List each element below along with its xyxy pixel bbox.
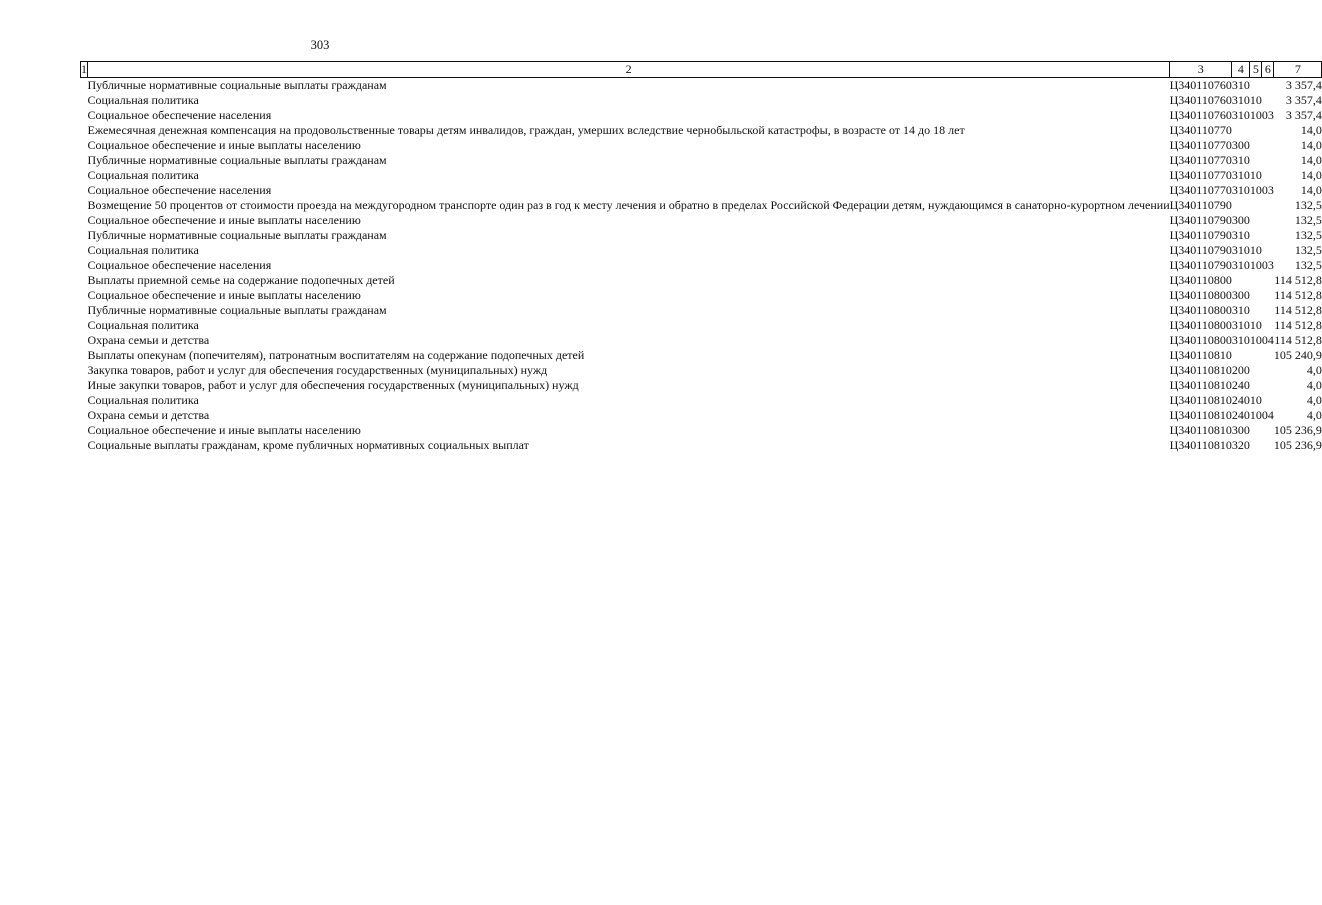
- row-col-5: [1250, 123, 1262, 138]
- row-amount: 14,0: [1300, 153, 1322, 167]
- row-col-6: [1262, 273, 1274, 288]
- row-col-6: [1262, 288, 1274, 303]
- row-amount: 4,0: [1306, 393, 1322, 407]
- row-code: Ц340110770: [1169, 168, 1232, 182]
- row-code: Ц340110790: [1169, 198, 1232, 212]
- row-code: Ц340110810: [1169, 423, 1232, 437]
- row-number-cell: [81, 138, 88, 153]
- table-row: [81, 183, 1322, 198]
- row-number-cell: [81, 288, 88, 303]
- row-col-4: 320: [1231, 438, 1250, 452]
- row-amount: 114 512,8: [1274, 318, 1322, 332]
- row-code: Ц340110800: [1169, 303, 1232, 317]
- row-name: Социальное обеспечение и иные выплаты населению: [87, 423, 361, 437]
- row-code: Ц340110810: [1169, 348, 1232, 362]
- table-row: [81, 78, 1322, 94]
- table-row: [81, 273, 1322, 288]
- row-amount: 4,0: [1306, 408, 1322, 422]
- row-col-5: 10: [1249, 168, 1262, 182]
- row-number-cell: [81, 243, 88, 258]
- table-row: [81, 288, 1322, 303]
- row-name: Выплаты опекунам (попечителям), патронатным воспитателям на содержание подопечных детей: [87, 348, 585, 362]
- row-code: Ц340110810: [1169, 378, 1232, 392]
- row-number-cell: [81, 78, 88, 94]
- row-number-cell: [81, 213, 88, 228]
- row-number-cell: [81, 183, 88, 198]
- row-name: Публичные нормативные социальные выплаты гражданам: [87, 153, 387, 167]
- row-col-5: [1250, 138, 1262, 153]
- row-code: Ц340110790: [1169, 228, 1232, 242]
- table-row: [81, 378, 1322, 393]
- table-body: [81, 78, 1322, 454]
- row-col-4: [1232, 198, 1250, 213]
- row-code: Ц340110800: [1169, 273, 1232, 287]
- row-amount: 14,0: [1300, 183, 1322, 197]
- row-name: Охрана семьи и детства: [87, 333, 210, 347]
- row-code: Ц340110810: [1169, 438, 1232, 452]
- row-number-cell: [81, 423, 88, 438]
- table-row: [81, 438, 1322, 453]
- row-number-cell: [81, 318, 88, 333]
- table-row: [81, 228, 1322, 243]
- row-name: Социальные выплаты гражданам, кроме публичных нормативных социальных выплат: [87, 438, 529, 452]
- header-col-2: 2: [88, 62, 1170, 78]
- header-col-1: 1: [81, 62, 87, 76]
- row-number-cell: [81, 108, 88, 123]
- row-col-4: 310: [1231, 318, 1250, 332]
- row-col-4: 310: [1231, 153, 1250, 167]
- row-col-6: [1262, 348, 1274, 363]
- row-amount: 14,0: [1300, 138, 1322, 152]
- row-amount: 3 357,4: [1285, 108, 1322, 122]
- row-col-5: 10: [1249, 333, 1262, 347]
- row-amount: 14,0: [1300, 123, 1322, 137]
- row-col-5: [1250, 363, 1262, 378]
- row-number-cell: [81, 93, 88, 108]
- row-number-cell: [81, 303, 88, 318]
- row-code: Ц340110760: [1169, 78, 1232, 92]
- header-col-6: 6: [1262, 62, 1274, 78]
- table-row: [81, 408, 1322, 423]
- row-amount: 105 236,9: [1273, 423, 1322, 437]
- row-name: Социальная политика: [87, 168, 199, 182]
- row-number-cell: [81, 153, 88, 168]
- row-number-cell: [81, 408, 88, 423]
- row-number-cell: [81, 123, 88, 138]
- row-code: Ц340110800: [1169, 318, 1232, 332]
- row-col-4: 240: [1231, 408, 1250, 422]
- row-amount: 114 512,8: [1274, 273, 1322, 287]
- row-code: Ц340110810: [1169, 393, 1232, 407]
- table-row: [81, 333, 1322, 348]
- row-code: Ц340110810: [1169, 408, 1232, 422]
- table-row: [81, 123, 1322, 138]
- table-row: [81, 93, 1322, 108]
- budget-table: [80, 61, 1322, 453]
- row-col-5: [1250, 198, 1262, 213]
- row-col-6: [1262, 318, 1274, 333]
- row-col-6: [1262, 138, 1274, 153]
- table-row: [81, 138, 1322, 153]
- row-name: Социальное обеспечение и иные выплаты населению: [87, 288, 361, 302]
- row-code: Ц340110770: [1169, 138, 1232, 152]
- table-row: [81, 213, 1322, 228]
- row-name: Охрана семьи и детства: [87, 408, 210, 422]
- row-name: Публичные нормативные социальные выплаты гражданам: [87, 228, 387, 242]
- row-col-6: [1262, 393, 1274, 408]
- row-col-4: 310: [1231, 243, 1250, 257]
- row-col-4: 310: [1231, 108, 1250, 122]
- row-col-6: [1262, 93, 1274, 108]
- row-col-6: 03: [1261, 183, 1274, 197]
- row-amount: 132,5: [1294, 243, 1322, 257]
- row-col-4: 310: [1231, 93, 1250, 107]
- row-col-6: [1262, 423, 1274, 438]
- row-code: Ц340110800: [1169, 288, 1232, 302]
- row-number-cell: [81, 198, 88, 213]
- row-col-5: 10: [1249, 108, 1262, 122]
- row-col-6: [1262, 303, 1274, 318]
- row-col-5: 10: [1249, 243, 1262, 257]
- row-name: Социальная политика: [87, 93, 199, 107]
- row-col-4: 310: [1231, 183, 1250, 197]
- table-row: [81, 303, 1322, 318]
- row-col-6: [1262, 198, 1274, 213]
- table-row: [81, 108, 1322, 123]
- row-col-5: [1250, 153, 1262, 168]
- header-col-5: 5: [1250, 62, 1262, 78]
- row-col-5: [1250, 78, 1262, 94]
- row-name: Публичные нормативные социальные выплаты гражданам: [87, 303, 387, 317]
- row-col-5: [1250, 288, 1262, 303]
- row-code: Ц340110790: [1169, 243, 1232, 257]
- row-code: Ц340110810: [1169, 363, 1232, 377]
- row-col-4: [1232, 123, 1250, 138]
- row-col-5: [1250, 303, 1262, 318]
- row-amount: 132,5: [1294, 228, 1322, 242]
- row-number-cell: [81, 438, 88, 453]
- row-amount: 14,0: [1300, 168, 1322, 182]
- row-col-6: [1262, 438, 1274, 453]
- row-col-4: 300: [1231, 288, 1250, 302]
- row-col-4: 300: [1231, 138, 1250, 152]
- row-name: Социальное обеспечение населения: [87, 183, 272, 197]
- table-row: [81, 198, 1322, 213]
- header-row: [81, 62, 1322, 78]
- row-name: Социальная политика: [87, 393, 199, 407]
- row-code: Ц340110790: [1169, 258, 1232, 272]
- row-col-6: 04: [1261, 333, 1274, 347]
- table-row: [81, 363, 1322, 378]
- row-col-5: 10: [1249, 183, 1262, 197]
- row-number-cell: [81, 333, 88, 348]
- row-col-4: 300: [1231, 423, 1250, 437]
- row-col-4: 310: [1231, 333, 1250, 347]
- table-row: [81, 348, 1322, 363]
- row-code: Ц340110770: [1169, 153, 1232, 167]
- row-number-cell: [81, 258, 88, 273]
- row-col-5: 10: [1249, 318, 1262, 332]
- row-code: Ц340110800: [1169, 333, 1232, 347]
- row-number-cell: [81, 168, 88, 183]
- row-amount: 105 236,9: [1273, 438, 1322, 452]
- row-code: Ц340110790: [1169, 213, 1232, 227]
- row-amount: 114 512,8: [1274, 303, 1322, 317]
- row-col-6: [1262, 153, 1274, 168]
- row-number-cell: [81, 363, 88, 378]
- row-col-6: 03: [1261, 108, 1274, 122]
- row-name: Социальное обеспечение и иные выплаты населению: [87, 138, 361, 152]
- row-col-6: [1262, 228, 1274, 243]
- row-amount: 132,5: [1294, 213, 1322, 227]
- row-amount: 114 512,8: [1274, 288, 1322, 302]
- row-col-5: [1250, 213, 1262, 228]
- row-col-5: [1250, 423, 1262, 438]
- row-name: Социальное обеспечение населения: [87, 258, 272, 272]
- row-col-4: 310: [1231, 303, 1250, 317]
- row-amount: 105 240,9: [1273, 348, 1322, 362]
- row-col-6: [1262, 378, 1274, 393]
- row-name: Возмещение 50 процентов от стоимости проезда на междугородном транспорте один раз в год к месту лечения и обратно в пределах Российской Федерации детям, нуждающимся в санаторно-курортном лечении: [87, 198, 1170, 212]
- row-number-cell: [81, 393, 88, 408]
- row-amount: 132,5: [1294, 258, 1322, 272]
- header-col-4: 4: [1232, 62, 1250, 78]
- row-col-4: 310: [1231, 228, 1250, 242]
- table-row: [81, 153, 1322, 168]
- row-col-5: 10: [1249, 408, 1262, 422]
- row-name: Социальная политика: [87, 243, 199, 257]
- row-name: Ежемесячная денежная компенсация на продовольственные товары детям инвалидов, граждан, умерших вследствие чернобыльской катастрофы, в возрасте от 14 до 18 лет: [87, 123, 965, 137]
- row-amount: 3 357,4: [1285, 78, 1322, 92]
- table-row: [81, 258, 1322, 273]
- row-code: Ц340110770: [1169, 123, 1232, 137]
- row-col-4: 200: [1231, 363, 1250, 377]
- row-name: Иные закупки товаров, работ и услуг для обеспечения государственных (муниципальных) нужд: [87, 378, 579, 392]
- table-row: [81, 243, 1322, 258]
- row-col-5: [1250, 273, 1262, 288]
- row-code: Ц340110760: [1169, 93, 1232, 107]
- row-col-4: 240: [1231, 378, 1250, 392]
- row-col-4: [1232, 273, 1250, 288]
- row-amount: 132,5: [1294, 198, 1322, 212]
- row-col-5: 10: [1249, 393, 1262, 407]
- row-col-5: [1250, 438, 1262, 453]
- row-col-5: [1250, 378, 1262, 393]
- row-number-cell: [81, 348, 88, 363]
- row-col-4: [1232, 348, 1250, 363]
- header-col-7: 7: [1274, 62, 1322, 78]
- row-name: Социальное обеспечение и иные выплаты населению: [87, 213, 361, 227]
- row-name: Социальная политика: [87, 318, 199, 332]
- row-col-4: 240: [1231, 393, 1250, 407]
- table-row: [81, 393, 1322, 408]
- row-col-6: [1262, 168, 1274, 183]
- table-row: [81, 423, 1322, 438]
- row-col-5: [1250, 348, 1262, 363]
- row-col-5: 10: [1249, 93, 1262, 107]
- row-name: Социальное обеспечение населения: [87, 108, 272, 122]
- row-code: Ц340110760: [1169, 108, 1232, 122]
- row-number-cell: [81, 378, 88, 393]
- row-col-4: 300: [1231, 213, 1250, 227]
- table-row: [81, 168, 1322, 183]
- row-col-4: 310: [1231, 168, 1250, 182]
- row-amount: 3 357,4: [1285, 93, 1322, 107]
- row-col-4: 310: [1231, 258, 1250, 272]
- row-col-6: [1262, 213, 1274, 228]
- row-name: Закупка товаров, работ и услуг для обеспечения государственных (муниципальных) нужд: [87, 363, 548, 377]
- row-code: Ц340110770: [1169, 183, 1232, 197]
- row-amount: 4,0: [1306, 378, 1322, 392]
- row-col-4: 310: [1231, 78, 1250, 92]
- header-col-3: 3: [1170, 62, 1232, 78]
- row-col-6: [1262, 123, 1274, 138]
- row-name: Публичные нормативные социальные выплаты гражданам: [87, 78, 387, 92]
- row-col-6: [1262, 78, 1274, 94]
- row-number-cell: [81, 228, 88, 243]
- row-col-6: [1262, 363, 1274, 378]
- table-row: [81, 318, 1322, 333]
- row-number-cell: [81, 273, 88, 288]
- row-name: Выплаты приемной семье на содержание подопечных детей: [87, 273, 395, 287]
- row-col-6: 03: [1261, 258, 1274, 272]
- row-col-5: [1250, 228, 1262, 243]
- row-amount: 4,0: [1306, 363, 1322, 377]
- page-number: 303: [310, 38, 330, 52]
- row-amount: 114 512,8: [1274, 333, 1322, 347]
- row-col-5: 10: [1249, 258, 1262, 272]
- row-col-6: [1262, 243, 1274, 258]
- row-col-6: 04: [1261, 408, 1274, 422]
